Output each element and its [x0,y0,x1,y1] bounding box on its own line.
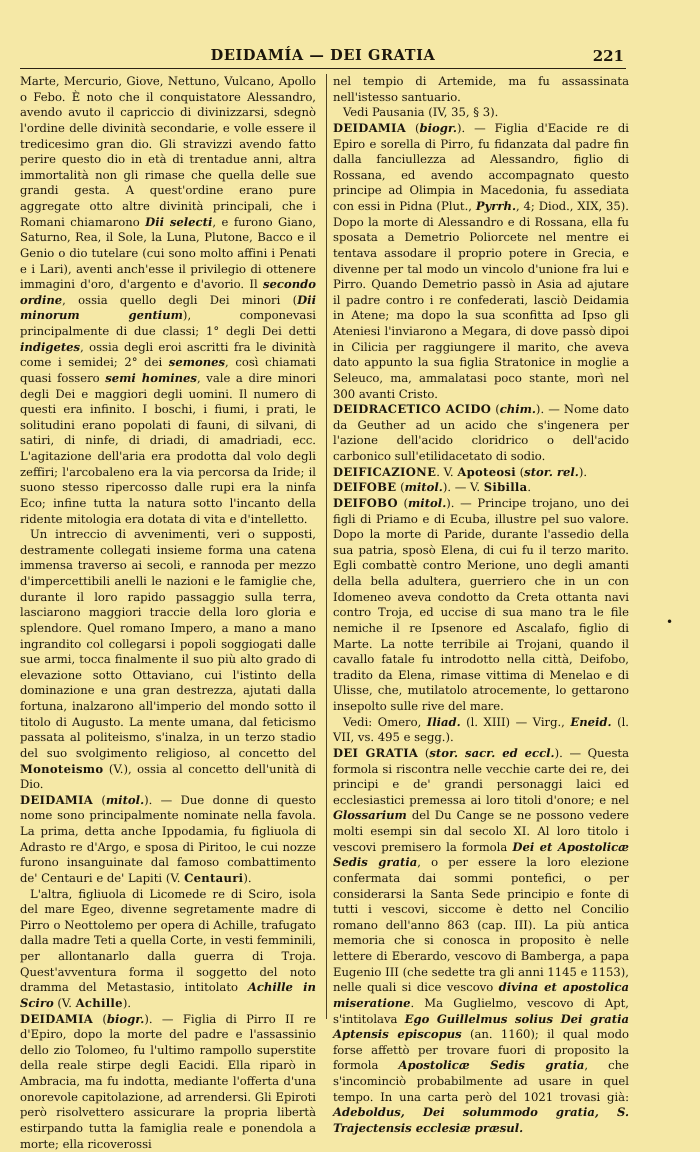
left-column-paragraph [20,1012,316,1152]
text-run: , così chiamati quasi fossero [20,355,316,385]
italic-phrase: Ego Guillelmus solius Dei gratia Aptensis episcopus [333,1012,629,1042]
text-run: , e furono Giano, Saturno, Rea, il Sole, la Luna, Plutone, Bacco e il Genio o dio tutelare (cui sono molto affini i Penati e i Lari), aventi anch'esse il privilegio di ottenere immagini d'oro, d'argento e d'avorio. Il [20,215,316,292]
right-column-paragraph [333,105,629,121]
text-run: ). [579,465,587,479]
entry-keyword: DEIFOBO [333,496,398,510]
left-column-paragraph [20,527,316,793]
italic-phrase: Apostolicæ Sedis gratia [399,1058,585,1072]
text-run: ). [123,996,131,1010]
text-run: Un intreccio di avvenimenti, veri o supposti, destramente collegati insieme forma una catena immensa traverso ai secoli, e rannoda per mezzo d'impercettibili anelli le nazioni e le famiglie che, durante il loro rapido passaggio sulla terra, lasciarono maggiori traccie della loro gloria e splendore. Quel romano Impero, a mano a mano ingrandito col collegarsi i popoli soggiogati dalle sue armi, tocca finalmente il suo più alto grado di elevazione sotto Ottaviano, cui l'istinto della dominazione e una gran destrezza, ajutati dalla fortuna, inalzarono all'imperio del mondo sotto il titolo di Augusto. La mente umana, dal feticismo passata al politeismo, s'inalza, in un terzo stadio del suo svolgimento religioso, al concetto del [20,527,316,760]
left-column-paragraph [20,74,316,527]
text-run: . Ma Guglielmo, vescovo di Apt, s'intitolava [333,996,629,1026]
text-run: ). — V. [443,480,484,494]
entry-keyword: Apoteosi [457,465,516,479]
entry-keyword: Monoteismo [20,762,103,776]
entry-category: mitol. [408,496,446,510]
text-run: (l. VII, vs. 495 e segg.). [333,715,629,745]
text-run: ( [516,465,524,479]
italic-phrase: Glossarium [333,808,407,822]
text-run: L'altra, figliuola di Licomede re di Sciro, isola del mare Egeo, divenne segretamente madre di Pirro o Neottolemo per opera di Achille, trafugato dalla madre Teti a quella Corte, in vesti femminili, per allontanarlo dalla guerra di Troja. Quest'avventura forma il soggetto del noto dramma del Metastasio, intitolato [20,887,316,995]
text-run: ), componevasi principalmente di due classi; 1° degli Dei detti [20,308,316,338]
text-run: ). — Nome dato da Geuther ad un acido che s'ingenera per l'azione dell'acido cloridrico o dell'acido carbonico sull'etilidacetato di sodio. [333,402,629,463]
left-column-paragraph [20,887,316,1012]
text-run: . [527,480,531,494]
text-run: ). — Figlia di Pirro II re d'Epiro, dopo la morte del padre e l'assassinio dello zio Tolomeo, fu l'ultimo rampollo superstite della reale stirpe degli Eacidi. Ella riparò in Ambracia, ma fu indotta, mediante l'offerta d'una onorevole capitolazione, ad arrendersi. Gli Epiroti però risolvettero assicurare la propria libertà estirpando tutta la famiglia reale e ponendola a morte; ella ricoverossi [20,1012,316,1151]
entry-category: mitol. [405,480,443,494]
text-run: , o per essere la loro elezione confermata dai sommi pontefici, o per considerarsi la Santa Sede principio e fonte di tutti i vescovi, siccome è detto nel Concilio romano dell'anno 863 (cap. III). La più antica memoria che si conosca in proposito è nelle lettere di Eberardo, vescovo di Bamberga, a papa Eugenio III (che sedette tra gli anni 1145 e 1153), nelle quali si dice vescovo [333,855,629,994]
entry-category: biogr. [420,121,457,135]
entry-category: chim. [500,402,536,416]
italic-phrase: Iliad. [427,715,461,729]
text-run: , che s'incominciò probabilmente ad usare in quel tempo. In una carta però del 1021 trovasi già: [333,1058,629,1103]
italic-phrase: secondo ordine [20,277,316,307]
text-run: ). [243,871,251,885]
left-column-paragraph [20,793,316,887]
text-run: (l. XIII) — Virg., [461,715,571,729]
italic-phrase: indigetes [20,340,80,354]
text-run: nel tempio di Artemide, ma fu assassinata nell'istesso santuario. [333,74,629,104]
right-column [333,74,629,1019]
text-run: ( [396,480,404,494]
column-divider [326,74,327,1019]
text-run: ( [398,496,408,510]
italic-phrase: divina et apostolica miseratione [333,980,629,1010]
text-run: ). — Figlia d'Eacide re di Epiro e sorella di Pirro, fu fidanzata dal padre fin dalla fanciullezza ad Alessandro, figlio di Rossana, ed avendo accompagnato questo principe ad Olimpia in Macedonia, fu assediata con essi in Pidna (Plut., [333,121,629,213]
text-run: , 4; Diod., XIX, 35). Dopo la morte di Alessandro e di Rossana, ella fu sposata a Demetrio Poliorcete nel mentre ei tentava assodare il proprio potere in Grecia, e divenne per tal modo un vincolo d'unione fra lui e Pirro. Quando Demetrio passò in Asia ad ajutare il padre contro i re confederati, lasciò Deidamia in Atene; ma dopo la sua sconfitta ad Ipso gli Ateniesi l'inviarono a Megara, di dove passò dipoi in Cilicia per raggiungere il marito, che aveva dato appunto la sua figlia Stratonice in moglie a Seleuco, ma, ammalatasi poco stante, morì nel 300 avanti Cristo. [333,199,629,401]
italic-phrase: Dii minorum gentium [20,293,316,323]
page-number: 221 [593,47,624,65]
entry-keyword: DEIFICAZIONE [333,465,436,479]
text-run: Vedi: Omero, [343,715,427,729]
text-run: ). — Questa formola si riscontra nelle vecchie carte dei re, dei principi e de' grandi personaggi laici ed ecclesiastici premessa ai loro titoli d'onore; e nel [333,746,629,807]
text-run: , ossia quello degli Dei minori ( [62,293,297,307]
italic-phrase: semi homines [105,371,197,385]
text-run: Vedi Pausania (IV, 35, § 3). [343,105,498,119]
entry-category: stor. rel. [524,465,579,479]
entry-category: stor. sacr. ed eccl. [429,746,554,760]
text-run: ( [93,793,106,807]
entry-keyword: DEIDAMIA [333,121,406,135]
text-run: ( [93,1012,107,1026]
text-run: (V.), ossia al concetto dell'unità di Dio. [20,762,316,792]
italic-phrase: Dei et Apostolicæ Sedis gratia [333,840,629,870]
text-run: Marte, Mercurio, Giove, Nettuno, Vulcano, Apollo o Febo. È noto che il conquistatore Alessandro, avendo avuto il capriccio di divinizzarsi, sdegnò l'ordine delle divinità secondarie, e volle essere il tredicesimo gran dio. Gli stravizzi avendo fatto perire questo dio in età di trentadue anni, altra immortalità non gli rimase che quella delle sue grandi gesta. A quest'ordine erano pure aggregate otto altre divinità principali, che i Romani chiamarono [20,74,316,229]
italic-phrase: semones [169,355,225,369]
italic-phrase: Dii selecti [145,215,212,229]
right-column-paragraph [333,496,629,715]
header-rule [20,68,626,69]
left-column [20,74,316,1019]
text-run: (V. [54,996,76,1010]
entry-keyword: DEIDAMIA [20,793,93,807]
text-run: , ossia degli eroi ascritti fra le divinità come i semidei; 2° dei [20,340,316,370]
text-run: ( [491,402,500,416]
text-run: ( [418,746,429,760]
right-column-paragraph [333,746,629,1137]
italic-phrase: Achille in Sciro [20,980,316,1010]
right-column-paragraph [333,715,629,746]
text-run: ( [406,121,419,135]
text-run: del Du Cange se ne possono vedere molti esempi sin dal secolo XI. Al loro titolo i vescovi premisero la formola [333,808,629,853]
text-run: , vale a dire minori degli Dei e maggiori degli uomini. Il numero di questi era infinito. I boschi, i fiumi, i prati, le solitudini erano popolati di fauni, di silvani, di satiri, di ninfe, di driadi, di amadriadi, ecc. L'agitazione dell'aria era prodotta dal volo degli zeffiri; l'arcobaleno era la via percorsa da Iride; il suono stesso ripercosso dalle rupi era la ninfa Eco; infine tutta la natura sotto l'incanto della ridente mitologia era dotata di vita e d'intelletto. [20,371,316,526]
entry-keyword: Centauri [184,871,243,885]
entry-keyword: DEIFOBE [333,480,396,494]
text-run: . V. [436,465,457,479]
entry-category: mitol. [106,793,144,807]
text-run: (an. 1160); il qual modo forse affettò per trovare fuori di proposito la formola [333,1027,629,1072]
entry-keyword: DEI GRATIA [333,746,418,760]
right-column-paragraph [333,465,629,481]
running-header [20,44,626,70]
italic-phrase: Adeboldus, Dei solummodo gratia, S. Trajectensis ecclesiæ præsul. [333,1105,629,1135]
entry-keyword: Achille [76,996,123,1010]
italic-phrase: Pyrrh. [476,199,516,213]
italic-phrase: Eneid. [570,715,611,729]
right-column-paragraph [333,402,629,465]
entry-category: biogr. [107,1012,144,1026]
running-title: DEIDAMÍA — DEI GRATIA [20,47,626,64]
text-run: ). — Principe trojano, uno dei figli di Priamo e di Ecuba, illustre pel suo valore. Dopo la morte di Paride, durante l'assedio della sua patria, sposò Elena, di cui fu il terzo marito. Egli combattè contro Merione, uno degli amanti della bella adultera, guerriero che in un con Idomeneo aveva condotto da Creta ottanta navi contro Troja, ed uccise di sua mano tra le file nemiche il re Ipsenore ed Ascalafo, figlio di Marte. La notte terribile ai Trojani, quando il cavallo fatale fu introdotto nella città, Deifobo, tradito da Elena, rimase vittima di Menelao e di Ulisse, che, mutilatolo atrocemente, lo gettarono insepolto sulle rive del mare. [333,496,629,713]
margin-dot-mark: • [666,615,673,629]
right-column-paragraph [333,74,629,105]
entry-keyword: Sibilla [484,480,528,494]
right-column-paragraph [333,121,629,402]
text-run: ). — Due donne di questo nome sono principalmente nominate nella favola. La prima, detta anche Ippodamia, fu figliuola di Adrasto re d'Argo, e sposa di Piritoo, le cui nozze furono insanguinate dal famoso combattimento de' Centauri e de' Lapiti (V. [20,793,316,885]
right-column-paragraph [333,480,629,496]
entry-keyword: DEIDRACETICO ACIDO [333,402,491,416]
entry-keyword: DEIDAMIA [20,1012,93,1026]
